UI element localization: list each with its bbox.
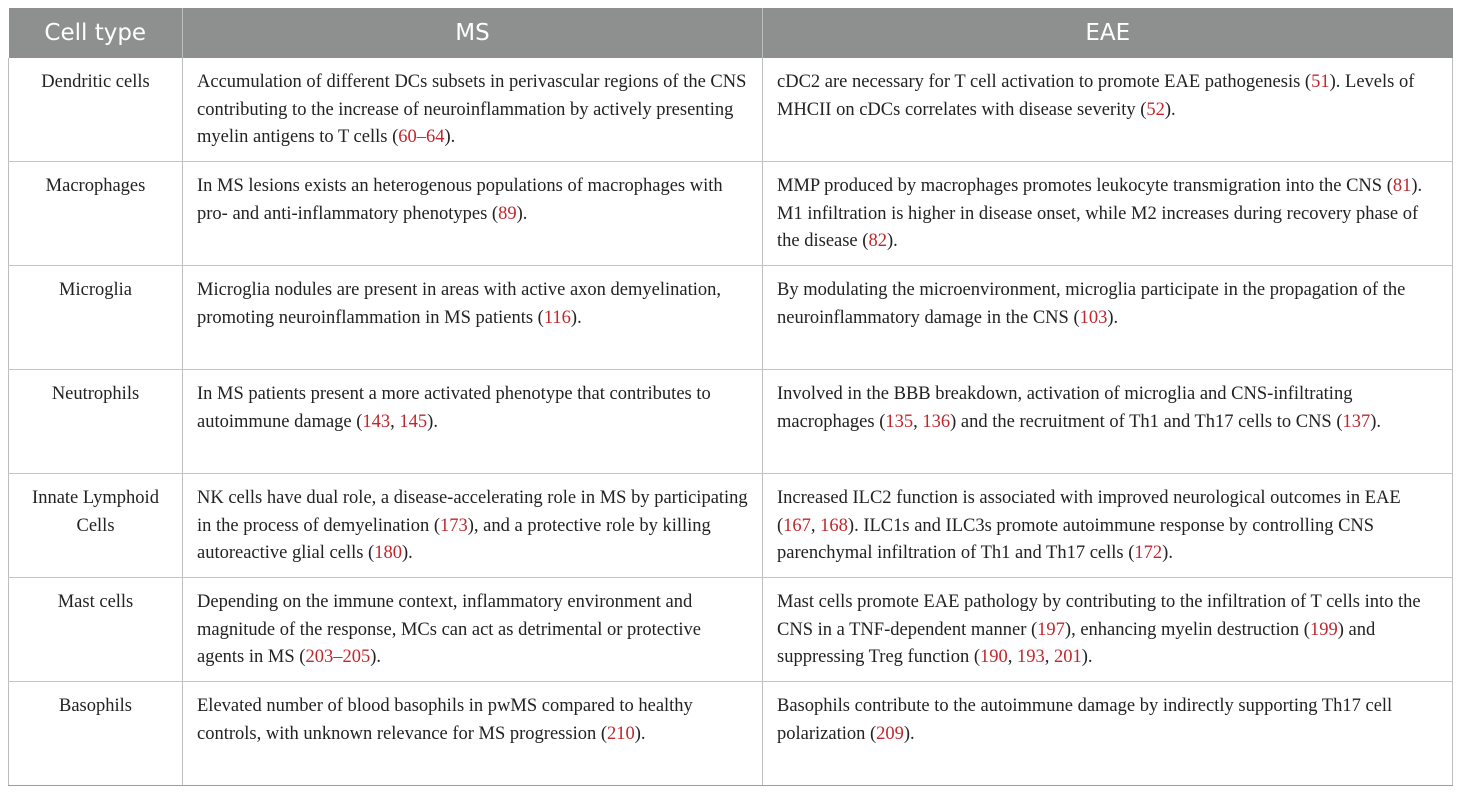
reference-link[interactable]: 201 <box>1054 647 1082 667</box>
reference-link[interactable]: 82 <box>868 231 887 251</box>
header-eae: EAE <box>763 8 1453 58</box>
reference-link[interactable]: 168 <box>820 515 848 536</box>
description-text: Microglia nodules are present in areas with active axon demyelination, promoting neuroinflammation in MS patients ( <box>197 280 721 328</box>
description-text: In MS patients present a more activated phenotype that contributes to autoimmune damage ( <box>197 384 711 432</box>
reference-link[interactable]: 203–205 <box>305 647 371 667</box>
eae-description <box>763 578 1453 682</box>
description-text: ) and the recruitment of Th1 and Th17 cells to CNS ( <box>950 411 1343 432</box>
description-text: ). <box>444 127 456 147</box>
cell-type-name: Macrophages <box>9 162 183 266</box>
header-cell-type: Cell type <box>9 8 183 58</box>
table-header-row <box>9 8 1453 58</box>
description-text: , <box>913 411 923 432</box>
description-text: ). ILC1s and ILC3s promote autoimmune response by controlling CNS parenchymal infiltration of Th1 and Th17 cells ( <box>777 515 1375 563</box>
ms-description <box>183 474 763 578</box>
description-text: ). Levels of MHCII on cDCs correlates with disease severity ( <box>777 72 1415 120</box>
description-text: ). <box>1164 99 1176 120</box>
description-text: cDC2 are necessary for T cell activation to promote EAE pathogenesis ( <box>777 72 1312 92</box>
reference-link[interactable]: 197 <box>1037 619 1065 640</box>
reference-link[interactable]: 51 <box>1311 72 1330 92</box>
reference-link[interactable]: 145 <box>399 411 428 432</box>
description-text: NK cells have dual role, a disease-accelerating role in MS by participating in the process of demyelination ( <box>197 488 748 536</box>
header-ms: MS <box>183 8 763 58</box>
cell-type-name: Innate Lymphoid Cells <box>9 474 183 578</box>
ms-description <box>183 58 763 162</box>
ms-description <box>183 578 763 682</box>
cell-type-name: Dendritic cells <box>9 58 183 162</box>
description-text: , <box>1007 647 1017 667</box>
description-text: ). M1 infiltration is higher in disease onset, while M2 increases during recovery phase of the disease ( <box>777 176 1423 251</box>
table-row <box>9 58 1453 162</box>
description-text: Basophils contribute to the autoimmune damage by indirectly supporting Th17 cell polarization ( <box>777 696 1393 744</box>
description-text: ), and a protective role by killing autoreactive glial cells ( <box>197 515 711 563</box>
reference-link[interactable]: 103 <box>1079 307 1108 328</box>
description-text: ). <box>1370 411 1382 432</box>
description-text: Elevated number of blood basophils in pwMS compared to healthy controls, with unknown relevance for MS progression ( <box>197 696 693 744</box>
description-text: ). <box>427 411 438 432</box>
description-text: , <box>810 515 821 536</box>
reference-link[interactable]: 172 <box>1134 543 1163 563</box>
reference-link[interactable]: 180 <box>374 543 402 563</box>
reference-link[interactable]: 52 <box>1146 99 1165 120</box>
table-row <box>9 162 1453 266</box>
description-text: ). <box>903 723 915 744</box>
description-text: ) and suppressing Treg function ( <box>777 619 1376 667</box>
reference-link[interactable]: 89 <box>498 203 517 224</box>
description-text: ). <box>370 647 381 667</box>
cell-type-name: Mast cells <box>9 578 183 682</box>
table-row <box>9 578 1453 682</box>
reference-link[interactable]: 210 <box>607 723 635 744</box>
description-text: Involved in the BBB breakdown, activation of microglia and CNS-infiltrating macrophages ( <box>777 384 1353 432</box>
cell-type-comparison-table <box>8 8 1453 786</box>
ms-description <box>183 370 763 474</box>
description-text: Increased ILC2 function is associated with improved neurological outcomes in EAE ( <box>777 488 1401 536</box>
description-text: ). <box>570 307 582 328</box>
reference-link[interactable]: 143 <box>362 411 391 432</box>
table-row <box>9 474 1453 578</box>
description-text: ). <box>401 543 413 563</box>
description-text: By modulating the microenvironment, microglia participate in the propagation of the neuroinflammatory damage in the CNS ( <box>777 280 1406 328</box>
reference-link[interactable]: 199 <box>1309 619 1338 640</box>
reference-link[interactable]: 136 <box>922 411 951 432</box>
table-body <box>9 58 1453 786</box>
cell-type-name: Microglia <box>9 266 183 370</box>
reference-link[interactable]: 209 <box>876 723 904 744</box>
eae-description <box>763 474 1453 578</box>
description-text: , <box>390 411 400 432</box>
reference-link[interactable]: 81 <box>1392 176 1412 196</box>
ms-description <box>183 162 763 266</box>
description-text: ). <box>1081 647 1093 667</box>
comparison-table-container <box>8 8 1452 786</box>
table-row <box>9 682 1453 786</box>
description-text: ). <box>1162 543 1173 563</box>
eae-description <box>763 266 1453 370</box>
description-text: ). <box>634 723 646 744</box>
description-text: Depending on the immune context, inflammatory environment and magnitude of the response, MCs can act as detrimental or protective agents in MS ( <box>197 592 701 667</box>
ms-description <box>183 266 763 370</box>
description-text: ). <box>886 231 898 251</box>
reference-link[interactable]: 135 <box>885 411 914 432</box>
reference-link[interactable]: 193 <box>1017 647 1045 667</box>
eae-description <box>763 682 1453 786</box>
reference-link[interactable]: 137 <box>1342 411 1371 432</box>
table-row <box>9 266 1453 370</box>
description-text: ). <box>1107 307 1119 328</box>
reference-link[interactable]: 173 <box>440 515 468 536</box>
eae-description <box>763 162 1453 266</box>
cell-type-name: Neutrophils <box>9 370 183 474</box>
eae-description <box>763 58 1453 162</box>
cell-type-name: Basophils <box>9 682 183 786</box>
reference-link[interactable]: 116 <box>543 307 571 328</box>
reference-link[interactable]: 190 <box>980 647 1008 667</box>
description-text: Accumulation of different DCs subsets in perivascular regions of the CNS contributing to the increase of neuroinflammation by actively presenting myelin antigens to T cells ( <box>197 72 747 147</box>
description-text: Mast cells promote EAE pathology by contributing to the infiltration of T cells into the CNS in a TNF-dependent manner ( <box>777 592 1421 640</box>
description-text: MMP produced by macrophages promotes leukocyte transmigration into the CNS ( <box>777 176 1393 196</box>
reference-link[interactable]: 167 <box>783 515 811 536</box>
table-row <box>9 370 1453 474</box>
reference-link[interactable]: 60–64 <box>398 127 445 147</box>
description-text: , <box>1044 647 1054 667</box>
description-text: In MS lesions exists an heterogenous populations of macrophages with pro- and anti-inflammatory phenotypes ( <box>197 176 723 224</box>
eae-description <box>763 370 1453 474</box>
ms-description <box>183 682 763 786</box>
description-text: ). <box>516 203 528 224</box>
description-text: ), enhancing myelin destruction ( <box>1064 619 1310 640</box>
